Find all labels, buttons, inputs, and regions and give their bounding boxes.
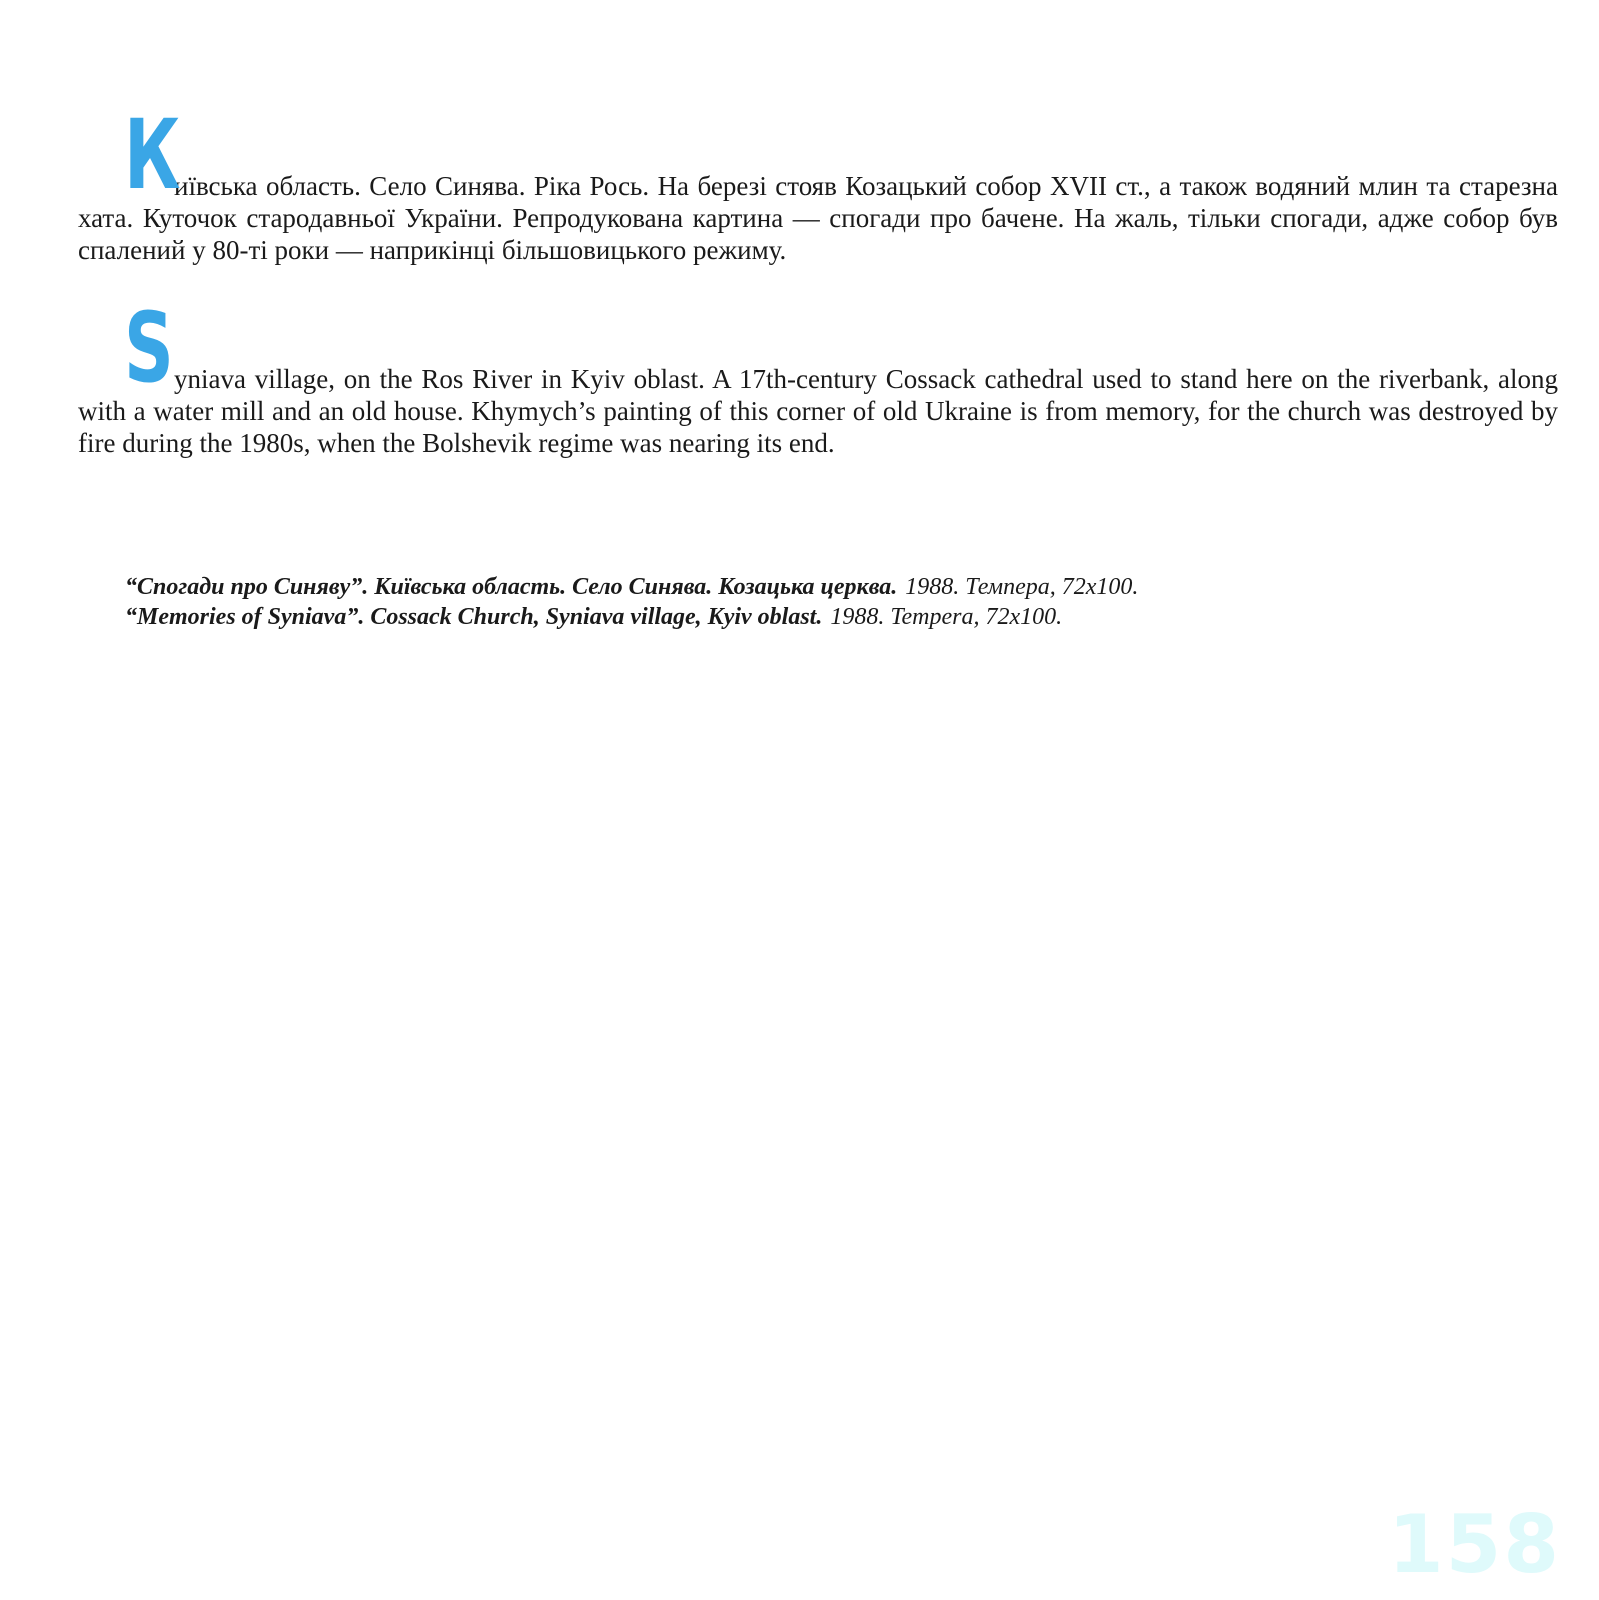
page-number: 158 (1388, 1498, 1561, 1591)
paragraph-ukrainian-text: иївська область. Село Синява. Ріка Рось. На березі стояв Козацький собор XVII ст., а також водяний млин та старезна хата. Куточок стародавньої України. Репродукована картина — спогади про бачене. На жаль, тільки спогади, адже собор був спалений у 80-ті роки — наприкінці більшовицького режиму. (78, 171, 1558, 265)
caption-english-meta: 1988. Tempera, 72x100. (830, 604, 1063, 630)
caption-english (125, 602, 1545, 632)
paragraph-english-text: yniava village, on the Ros River in Kyiv oblast. A 17th-century Cossack cathedral used to stand here on the riverbank, along with a water mill and an old house. Khymych’s painting of this corner of old Ukraine is from memory, for the church was destroyed by fire during the 1980s, when the Bolshevik regime was nearing its end. (78, 364, 1558, 458)
paragraph-ukrainian (78, 99, 1558, 266)
dropcap-k: К (124, 99, 181, 211)
caption-english-title: “Memories of Syniava”. Cossack Church, Syniava village, Kyiv oblast. (125, 604, 823, 630)
caption-ukrainian-title: “Спогади про Синяву”. Київська область. Село Синява. Козацька церква. (125, 574, 898, 600)
dropcap-s: S (124, 292, 174, 404)
caption-ukrainian-meta: 1988. Темпера, 72x100. (905, 574, 1139, 600)
paragraph-english (78, 292, 1558, 459)
caption-ukrainian (125, 572, 1545, 602)
